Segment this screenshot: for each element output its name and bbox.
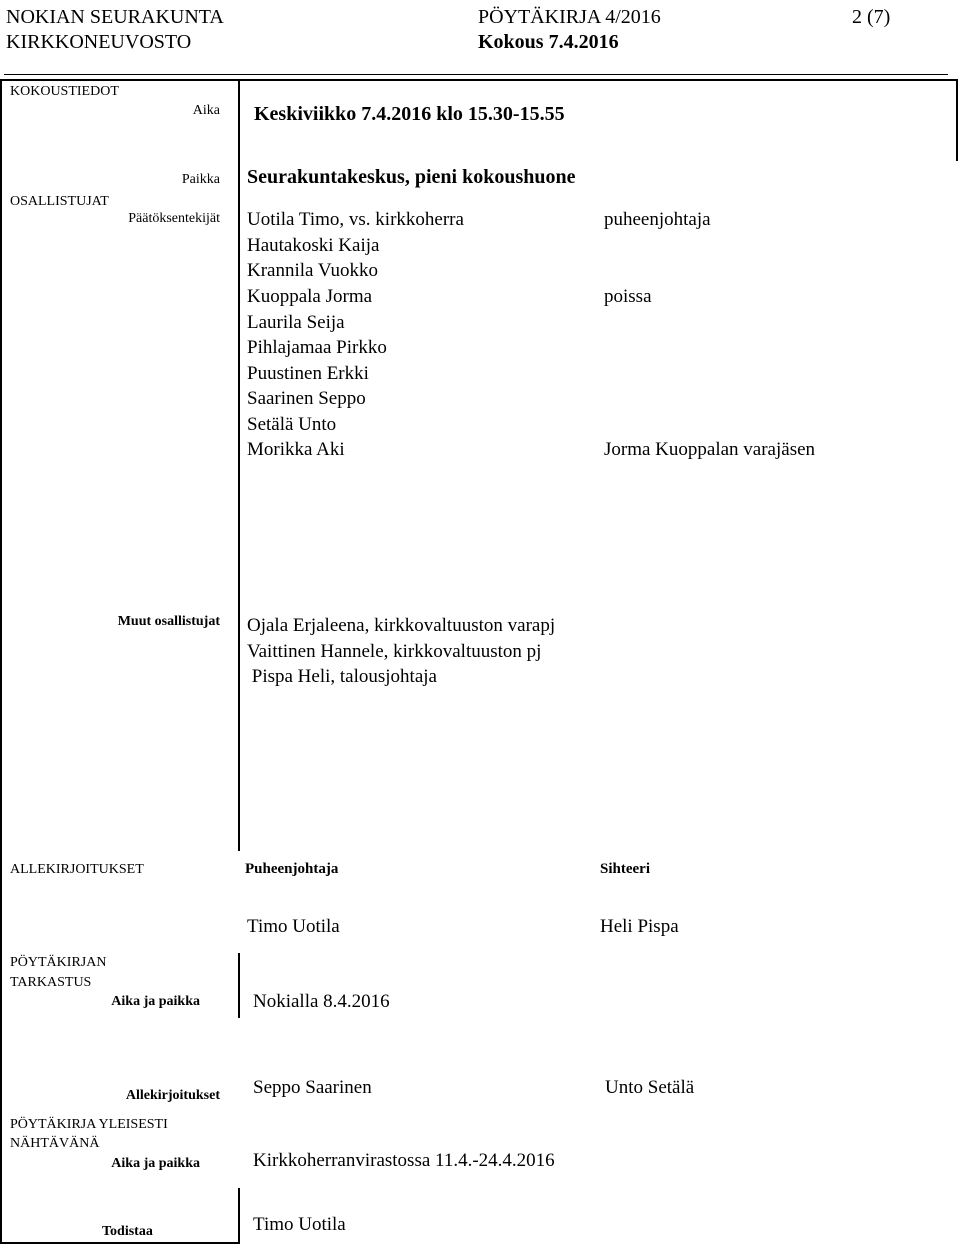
reviewer-2: Unto Setälä: [605, 1077, 695, 1098]
review-label-line2: TARKASTUS: [10, 975, 92, 990]
member-name: Laurila Seija: [247, 312, 345, 333]
member-role: poissa: [604, 286, 652, 307]
member-role: puheenjohtaja: [604, 209, 711, 230]
signatures-label: ALLEKIRJOITUKSET: [10, 862, 144, 877]
certifier-name: Timo Uotila: [253, 1214, 346, 1235]
public-label-line2: NÄHTÄVÄNÄ: [10, 1136, 100, 1151]
member-name: Morikka Aki: [247, 439, 345, 460]
chair-label: Puheenjohtaja: [245, 861, 339, 877]
member-name: Setälä Unto: [247, 414, 337, 435]
public-label-line1: PÖYTÄKIRJA YLEISESTI: [10, 1117, 168, 1132]
public-time-place-value: Kirkkoherranvirastossa 11.4.-24.4.2016: [253, 1150, 555, 1171]
chair-name: Timo Uotila: [247, 916, 340, 937]
meeting-date: Kokous 7.4.2016: [478, 31, 619, 53]
header-rule: [4, 74, 948, 75]
other-participants-label: Muut osallistujat: [117, 614, 220, 629]
reviewer-1: Seppo Saarinen: [253, 1077, 372, 1098]
member-role: Jorma Kuoppalan varajäsen: [604, 439, 816, 460]
secretary-label: Sihteeri: [600, 861, 650, 877]
time-value: Keskiviikko 7.4.2016 klo 15.30-15.55: [254, 103, 565, 125]
decision-makers-label: Päätöksentekijät: [128, 211, 220, 226]
member-name: Kuoppala Jorma: [247, 286, 373, 307]
member-name: Hautakoski Kaija: [247, 235, 380, 256]
frame-top-border: [0, 79, 958, 81]
time-label: Aika: [192, 103, 220, 118]
review-time-place-label: Aika ja paikka: [111, 994, 200, 1009]
frame-right-border: [956, 79, 958, 161]
page-number: 2 (7): [852, 6, 891, 28]
meeting-info-label: KOKOUSTIEDOT: [10, 84, 119, 99]
secretary-name: Heli Pispa: [600, 916, 679, 937]
column-divider-3: [238, 1188, 240, 1244]
column-divider-2: [238, 953, 240, 1018]
review-time-place-value: Nokialla 8.4.2016: [253, 991, 390, 1012]
other-participant: Pispa Heli, talousjohtaja: [247, 666, 437, 687]
org-name: NOKIAN SEURAKUNTA: [6, 6, 224, 28]
member-name: Uotila Timo, vs. kirkkoherra: [247, 209, 464, 230]
review-signatures-label: Allekirjoitukset: [125, 1088, 220, 1103]
other-participant: Ojala Erjaleena, kirkkovaltuuston varapj: [247, 615, 556, 636]
other-participant: Vaittinen Hannele, kirkkovaltuuston pj: [247, 641, 542, 662]
place-label: Paikka: [181, 172, 220, 187]
participants-label: OSALLISTUJAT: [10, 194, 109, 209]
place-value: Seurakuntakeskus, pieni kokoushuone: [247, 166, 576, 188]
member-name: Krannila Vuokko: [247, 260, 378, 281]
member-name: Pihlajamaa Pirkko: [247, 337, 387, 358]
member-name: Puustinen Erkki: [247, 363, 369, 384]
frame-bottom-border: [0, 1242, 240, 1244]
column-divider-1: [238, 79, 240, 851]
body-name: KIRKKONEUVOSTO: [6, 31, 192, 53]
member-name: Saarinen Seppo: [247, 388, 366, 409]
certify-label: Todistaa: [102, 1224, 153, 1239]
review-label-line1: PÖYTÄKIRJAN: [10, 955, 107, 970]
public-time-place-label: Aika ja paikka: [111, 1156, 200, 1171]
doc-title: PÖYTÄKIRJA 4/2016: [478, 6, 661, 28]
frame-left-border: [0, 79, 2, 1244]
